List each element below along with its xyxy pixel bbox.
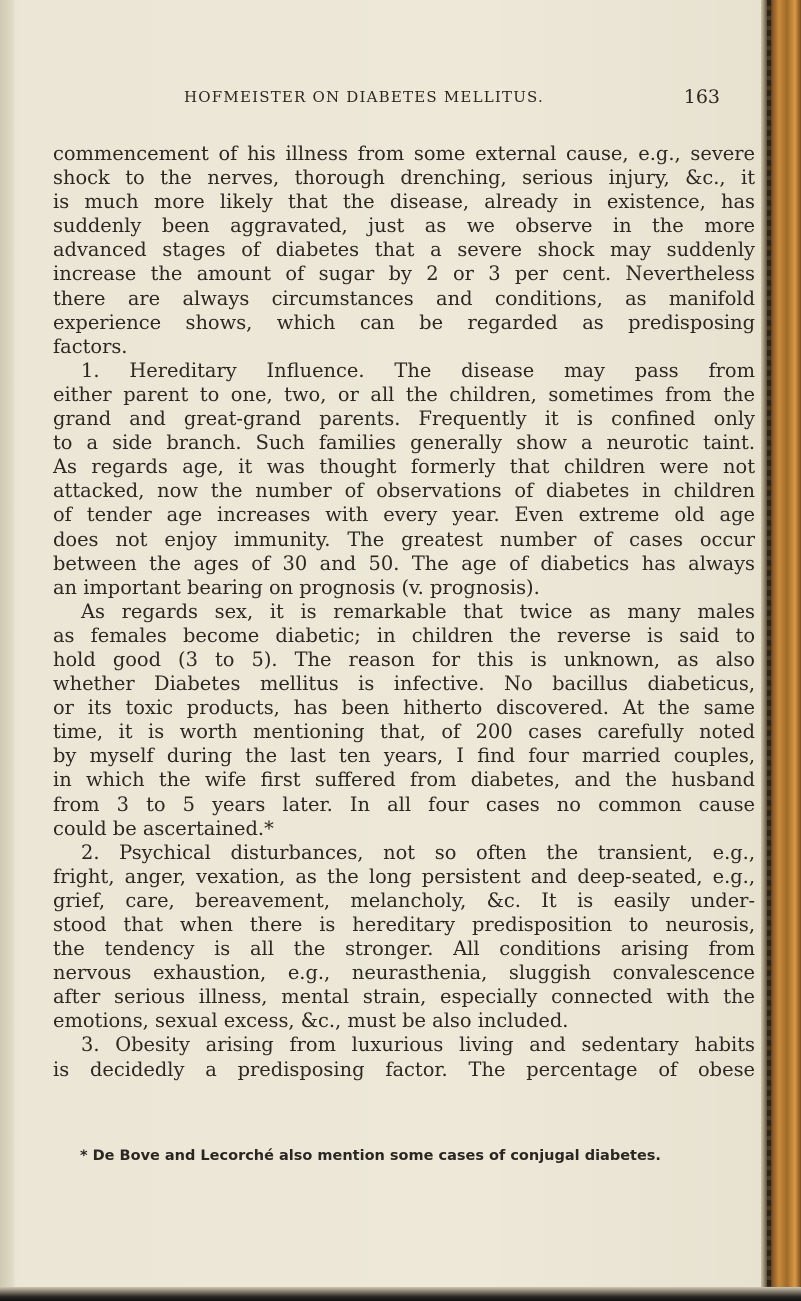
- text-line: is decidedly a predisposing factor. The percentage of obese: [53, 1057, 755, 1081]
- book-bottom-edge: [0, 1287, 801, 1301]
- text-line: from 3 to 5 years later. In all four cases no common cause: [53, 792, 755, 816]
- text-line: suddenly been aggravated, just as we observe in the more: [53, 214, 755, 238]
- text-line: hold good (3 to 5). The reason for this is unknown, as also: [53, 647, 755, 671]
- text-line: grief, care, bereavement, melancholy, &c. It is easily under-: [53, 888, 755, 912]
- text-line: As regards sex, it is remarkable that twice as many males: [81, 599, 755, 623]
- text-line: to a side branch. Such families generally show a neurotic taint.: [53, 431, 755, 455]
- text-line: increase the amount of sugar by 2 or 3 per cent. Nevertheless: [53, 262, 755, 286]
- text-line: by myself during the last ten years, I find four married couples,: [53, 744, 755, 768]
- footnote: * De Bove and Lecorché also mention some cases of conjugal diabetes.: [80, 1148, 661, 1164]
- text-line: As regards age, it was thought formerly that children were not: [53, 455, 755, 479]
- text-line: in which the wife first suffered from diabetes, and the husband: [53, 768, 755, 792]
- body-text: [53, 142, 755, 1082]
- book-edge: [761, 0, 801, 1301]
- text-line: stood that when there is hereditary predisposition to neurosis,: [53, 913, 755, 936]
- text-line: fright, anger, vexation, as the long persistent and deep-seated, e.g.,: [53, 864, 755, 888]
- text-line: could be ascertained.*: [53, 816, 274, 840]
- text-line: factors.: [53, 334, 128, 358]
- page-gutter-shadow: [0, 0, 14, 1301]
- text-line: advanced stages of diabetes that a severe shock may suddenly: [53, 238, 755, 262]
- text-line: there are always circumstances and conditions, as manifold: [53, 286, 755, 310]
- text-line: commencement of his illness from some external cause, e.g., severe: [53, 142, 755, 165]
- text-line: is much more likely that the disease, already in existence, has: [53, 190, 755, 214]
- text-line: or its toxic products, has been hitherto discovered. At the same: [53, 696, 755, 720]
- running-title: HOFMEISTER ON DIABETES MELLITUS.: [184, 88, 544, 106]
- text-line: between the ages of 30 and 50. The age of diabetics has always: [53, 551, 755, 575]
- text-line: after serious illness, mental strain, especially connected with the: [53, 985, 755, 1009]
- text-line: as females become diabetic; in children the reverse is said to: [53, 623, 755, 647]
- text-line: experience shows, which can be regarded as predisposing: [53, 310, 755, 334]
- text-line: shock to the nerves, thorough drenching, serious injury, &c., it: [53, 166, 755, 190]
- text-line: nervous exhaustion, e.g., neurasthenia, sluggish convalescence: [53, 961, 755, 985]
- text-line: emotions, sexual excess, &c., must be also included.: [53, 1009, 569, 1033]
- text-line: 3. Obesity arising from luxurious living and sedentary habits: [81, 1033, 755, 1057]
- text-line: time, it is worth mentioning that, of 200 cases carefully noted: [53, 720, 755, 744]
- text-line: of tender age increases with every year. Even extreme old age: [53, 503, 755, 527]
- text-line: an important bearing on prognosis (v. prognosis).: [53, 575, 540, 599]
- text-line: either parent to one, two, or all the children, sometimes from the: [53, 382, 755, 406]
- text-line: 1. Hereditary Influence. The disease may pass from: [81, 358, 755, 382]
- text-line: whether Diabetes mellitus is infective. No bacillus diabeticus,: [53, 672, 755, 696]
- text-line: attacked, now the number of observations of diabetes in children: [53, 479, 755, 503]
- text-line: grand and great-grand parents. Frequently it is confined only: [53, 407, 755, 431]
- page-number: 163: [683, 86, 720, 108]
- text-line: 2. Psychical disturbances, not so often the transient, e.g.,: [81, 840, 755, 864]
- text-line: the tendency is all the stronger. All conditions arising from: [53, 937, 755, 961]
- text-line: does not enjoy immunity. The greatest number of cases occur: [53, 527, 755, 551]
